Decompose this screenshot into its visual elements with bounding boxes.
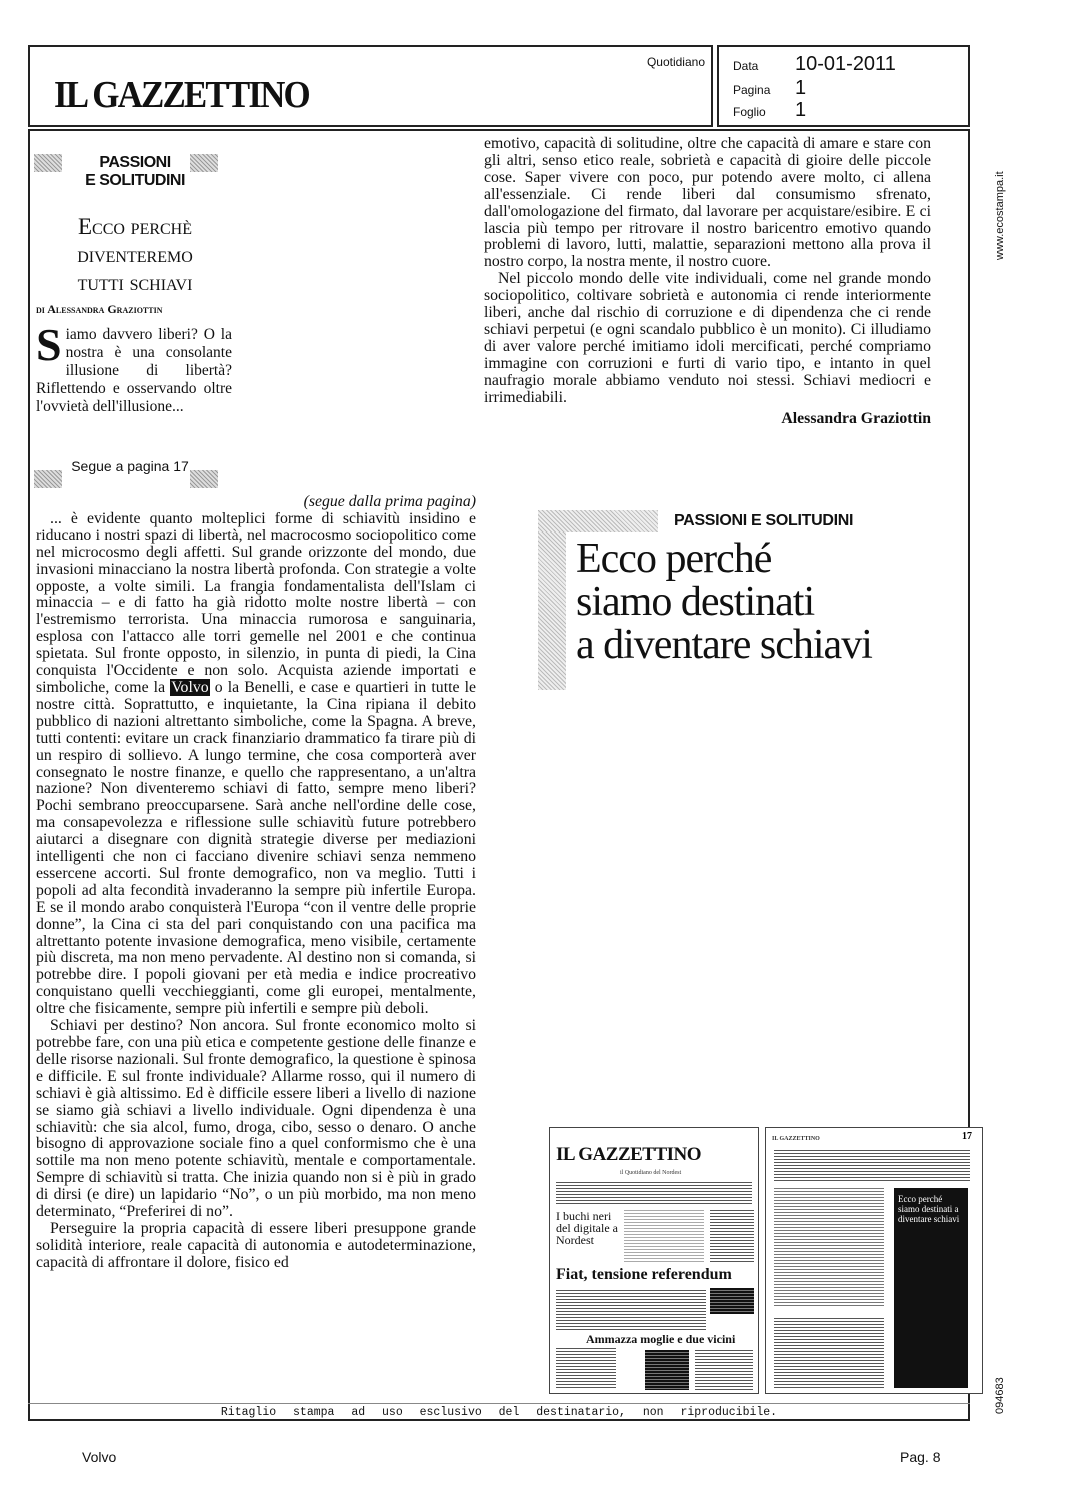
disclaimer: Ritaglio stampa ad uso esclusivo del destinatario, non riproducibile.	[28, 1403, 970, 1421]
article-left-column	[36, 494, 476, 1272]
teaser-title-line: diventeremo	[77, 242, 193, 267]
website-label: www.ecostampa.it	[994, 171, 1006, 260]
thumb-headline: I buchi neri del digitale a Nordest	[556, 1209, 618, 1247]
thumb-text-block	[710, 1210, 754, 1262]
thumb-ad	[645, 1350, 689, 1390]
byline: di Alessandra Graziottin	[36, 302, 163, 316]
meta-value: 1	[795, 77, 807, 99]
publication-type: Quotidiano	[646, 55, 705, 69]
meta-page	[733, 77, 806, 100]
continued-link[interactable]: Segue a pagina 17	[71, 458, 189, 474]
text-run: o la Benelli, e case e quartieri in tutte le nostre città. Soprattutto, e inquietante, la Cina ripiana il debito pubblico di nazioni altrettanto simboliche, come la Spagna. A breve, tutti contenti: evitare un crack finanziario drammatico fa tirare più di un respiro di sollievo. A lungo termine, che cosa comporterà aver consegnato le nostre finanze, e quello che rappresentano, a un'altra nazione? Non diventeremo schiavi di fatto, sempre meno liberi? Pochi sembrano preoccuparsene. Sarà anche nell'ordine delle cose, ma consapevolezza e riflessione sulle schiavitù future potrebbero aiutarci a disegnare con dignità strategie diverse per mediazioni intelligenti che non ci facciano divenire schiavi senza nemmeno essercene accorti. Sul fronte demografico, non va meglio. Tutti i popoli ad alta fecondità invaderanno la sempre più infertile Europa. E se il mondo arabo conquisterà l'Europa “con il ventre delle proprie donne”, la Cina ci sta del pari conquistando con una pacifica ma altrettanto potente invasione demografica, meno visibile, certamente più discreta, ma non meno pervadente. Al destino non si comanda, si potrebbe dire. I popoli giovani per età media e indice procreativo conquistano quelli vecchieggianti, come gli europei, mentalmente, oltre che fisicamente, sempre più infertili e sempre più deboli.	[36, 678, 476, 1018]
metadata-box	[717, 45, 970, 127]
inner-page-thumbnail[interactable]	[765, 1127, 983, 1394]
thumb-text-block	[556, 1182, 752, 1206]
section-kicker: PASSIONI E SOLITUDINI	[674, 512, 854, 529]
headline-line: siamo destinati	[576, 579, 815, 625]
section-kicker: E SOLITUDINI	[85, 172, 185, 189]
author-signature: Alessandra Graziottin	[781, 409, 931, 427]
front-teaser-box	[30, 132, 240, 492]
clipping-code: 094683	[994, 1377, 1006, 1414]
front-page-thumbnail[interactable]	[549, 1127, 759, 1394]
page-number: Pag. 8	[900, 1449, 941, 1465]
meta-label: Pagina	[733, 83, 771, 97]
paragraph: emotivo, capacità di solitudine, oltre che capacità di amare e stare con gli altri, senso etico reale, sobrietà e capacità di gioire delle piccole cose. Saper vivere con poco, pur potendo avere molto, ci allena all'essenziale. Ci rende liberi dal consumismo sfrenato, dall'omologazione del firmato, dal lavorare per acquistare/esibire. E ci lascia più tempo per ritrovare il nostro baricentro emotivo quando problemi di lavoro, lutti, malattie, separazioni mettono alla prova il nostro corpo, la nostra mente, il nostro cuore.	[484, 135, 931, 271]
article-right-column	[484, 136, 931, 427]
inner-headline	[576, 538, 872, 667]
thumb-text-block	[774, 1150, 970, 1182]
thumb-subtitle: il Quotidiano del Nordest	[620, 1170, 682, 1176]
thumb-text-block	[774, 1188, 884, 1308]
headline-line: Ecco perché	[576, 536, 772, 582]
paragraph: Nel piccolo mondo delle vite individuali, come nel grande mondo sociopolitico, coltivare sobrietà e autonomia ci rende interiormente liberi, anche dal rischio di corruzione e di dipendenza che ci rende schiavi perpetui (e ogni scandalo pubblico è un monito). Ci illudiamo di aver valore perché imitiamo idoli mercificati, perché compriamo immagine con corruzioni e furti di vario tipo, e intanto in quel naufragio morale abbiamo venduto noi stessi. Schiavi mediocri e irrimediabili.	[484, 270, 931, 406]
thumb-photo	[710, 1288, 754, 1314]
meta-label: Foglio	[733, 105, 766, 119]
thumb-headline: Fiat, tensione referendum	[556, 1266, 732, 1283]
thumb-image	[624, 1210, 704, 1262]
paragraph: Perseguire la propria capacità di essere liberi presuppone grande solidità interiore, reale capacità di autonomia e autodeterminazione, capacità di affrontare il dolore, fisico ed	[36, 1219, 476, 1271]
meta-date	[733, 53, 896, 76]
meta-sheet	[733, 99, 806, 122]
text-run: ... è evidente quanto molteplici forme di schiavitù insidino e riducano i nostri spazi di libertà, nel macrocosmo sociopolitico come nel microcosmo degli affetti. Sul grande orizzonte del mondo, due invasioni minacciano la nostra libertà profonda. Con strategie a volte opposte, a volte simili. La frangia fondamentalista dell'Islam ci minaccia – e di fatto ha già ridotto molte nostre libertà – con l'estremismo terrorista. Una minaccia rumorosa e sanguinaria, esplosa con l'attacco alle torri gemelle nel 2001 e che continua spietata. Sul fronte opposto, in silenzio, in punta di piedi, la Cina conquista l'Occidente e non solo. Acquista aziende importati e simboliche, come la	[36, 509, 476, 696]
teaser-title-line: Ecco perchè	[77, 214, 193, 239]
meta-value: 10-01-2011	[795, 53, 896, 75]
headline-line: a diventare schiavi	[576, 622, 872, 668]
thumb-text-block	[774, 1318, 884, 1388]
decorative-shade	[538, 510, 658, 532]
newspaper-masthead: IL GAZZETTINO	[54, 74, 309, 116]
teaser-lead	[36, 319, 232, 416]
keyword-label: Volvo	[82, 1449, 117, 1465]
drop-cap: S	[36, 319, 62, 370]
paragraph: Schiavi per destino? Non ancora. Sul fronte economico molto si potrebbe fare, con una più etica e competente gestione delle finanze e delle risorse nazionali. Sul fronte demografico, la questione è spinosa e difficile. E sul fronte individuale? Allarme rosso, qui il numero di schiavi è già altissimo. Ed è difficile essere liberi a livello di nazione se siamo già schiavi a livello individuale. Ogni dipendenza è una schiavitù: che sia alcol, fumo, droga, cibo, sesso o denaro. O anche bisogno di approvazione sociale fino a quel conformismo che è una sottile ma non meno potente schiavitù, mentale e comportamentale. Sempre di schiavitù si tratta. Che inizia quando non si è più in grado di dirsi (e dire) un lapidario “No”, o un più morbido, ma non meno determinato, “Preferirei di no”.	[36, 1017, 476, 1221]
teaser-title-line: tutti schiavi	[77, 270, 193, 295]
thumb-masthead: IL GAZZETTINO	[556, 1144, 702, 1165]
masthead-box	[28, 45, 713, 127]
thumb-page-number: 17	[962, 1131, 972, 1142]
meta-label: Data	[733, 59, 759, 73]
section-kicker: PASSIONI	[99, 154, 171, 171]
thumb-text-block	[556, 1290, 706, 1330]
highlighted-keyword: Volvo	[171, 678, 209, 696]
thumb-text-block	[556, 1348, 616, 1390]
continued-from: (segue dalla prima pagina)	[303, 493, 476, 510]
decorative-shade	[538, 510, 566, 690]
lead-text: iamo davvero liberi? O la nostra è una consolante illusione di libertà? Riflettendo e osservando oltre l'ovvietà dell'illusione...	[36, 326, 232, 415]
thumb-article-highlight	[894, 1188, 968, 1388]
thumb-headline: Ecco perché siamo destinati a diventare schiavi	[898, 1194, 960, 1224]
thumb-headline: Ammazza moglie e due vicini	[586, 1332, 736, 1346]
thumb-text-block	[695, 1350, 753, 1390]
thumb-masthead: IL GAZZETTINO	[772, 1136, 820, 1142]
meta-value: 1	[795, 99, 807, 121]
paragraph	[36, 511, 476, 1018]
